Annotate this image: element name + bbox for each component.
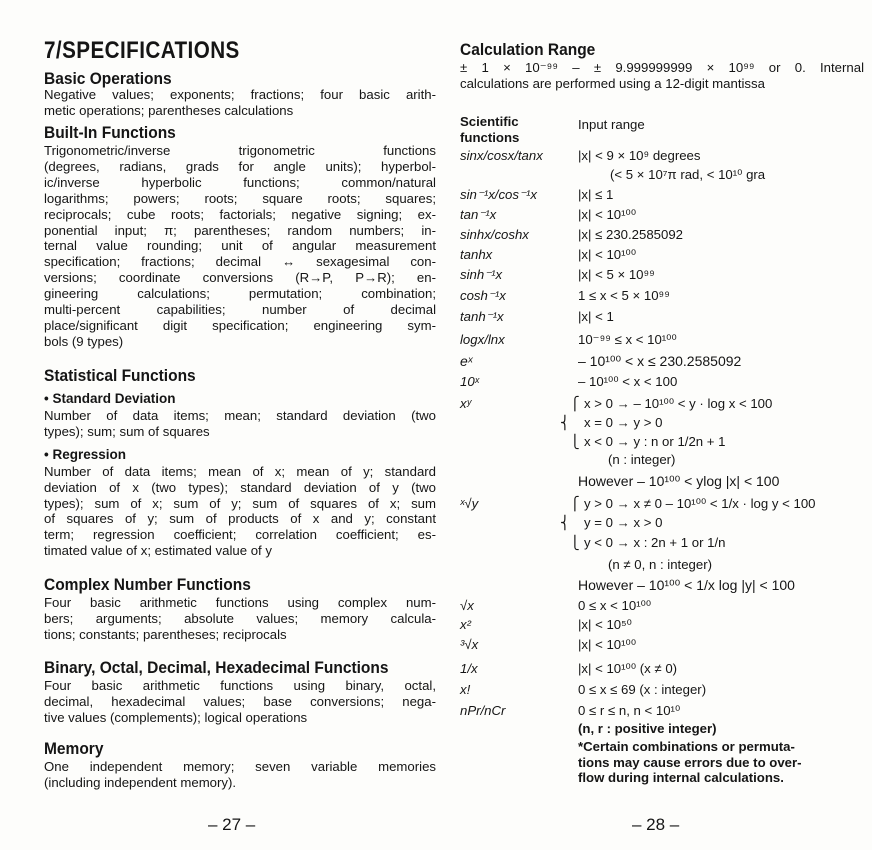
text-line: types); sum; sum of squares [44,423,210,439]
function-name: tanhx [460,247,493,262]
text-line: versions; coordinate conversions (R→P, P→R); en- [44,270,436,286]
header-line: Scientific [460,114,519,129]
input-range: |x| < 10¹⁰⁰ (x ≠ 0) [578,661,678,676]
text-line: term; regression coefficient; correlation coefficient; es- [44,527,436,543]
text-line: tions may cause errors due to over- [578,754,802,770]
function-name: tan⁻¹x [460,207,497,222]
function-name: 10ˣ [460,374,480,389]
brace-open-icon: ⎧ [570,496,580,511]
input-range: – 10¹⁰⁰ < x < 100 [578,374,678,389]
memory-heading: Memory [44,740,104,758]
input-range: |x| < 10¹⁰⁰ [578,207,637,222]
input-range: y = 0 → x > 0 [584,515,663,530]
text-line: ternal value rounding; unit of angular measurement [44,238,436,254]
regression-text [44,464,436,559]
input-range: |x| ≤ 230.2585092 [578,227,684,242]
input-range: (n, r : positive integer) [578,721,717,736]
function-name: sinhx/coshx [460,227,529,242]
input-range: 0 ≤ x ≤ 69 (x : integer) [578,682,707,697]
function-name: sinh⁻¹x [460,267,503,282]
text-line: deviation of x (two types); standard deviation of y (two [44,479,436,495]
text-line: gineering calculations; permutation; combination; [44,286,436,302]
text-line: Negative values; exponents; fractions; four basic arith- [44,87,436,102]
calculation-range-text [460,60,864,92]
text-line: *Certain combinations or permuta- [578,739,795,754]
input-range: (< 5 × 10⁷π rad, < 10¹⁰ gra [610,167,766,182]
header-line: functions [460,129,520,145]
memory-text [44,759,436,791]
function-name: tanh⁻¹x [460,309,504,324]
text-line: Four basic arithmetic functions using binary, octal, [44,678,436,693]
function-name: sin⁻¹x/cos⁻¹x [460,187,537,202]
input-range: |x| < 9 × 10⁹ degrees [578,148,701,163]
function-name: ˣ√y [460,496,479,511]
text-line: decimal, hexadecimal values; base conversions; nega- [44,693,436,709]
input-range: 0 ≤ r ≤ n, n < 10¹⁰ [578,703,681,718]
input-range: (n ≠ 0, n : integer) [608,557,712,572]
text-line: specification; fractions; decimal ↔ sexagesimal con- [44,254,436,270]
built-in-functions-text [44,143,436,350]
regression-heading: • Regression [44,447,127,462]
function-name: 1/x [460,661,478,676]
function-name: logx/lnx [460,332,505,347]
input-range: x = 0 → y > 0 [584,415,663,430]
function-name: ³√x [460,637,479,652]
standard-deviation-text [44,408,436,440]
input-range: |x| < 5 × 10⁹⁹ [578,267,655,282]
function-name: cosh⁻¹x [460,288,506,303]
text-line: Trigonometric/inverse trigonometric functions [44,143,436,158]
built-in-functions-heading: Built-In Functions [44,124,176,142]
text-line: tive values (complements); logical operations [44,709,308,725]
function-name: eˣ [460,353,473,369]
basic-operations-heading: Basic Operations [44,70,172,88]
complex-number-functions-text [44,595,436,642]
column-header-input-range: Input range [578,117,645,132]
function-name: xʸ [460,396,472,411]
input-range: 1 ≤ x < 5 × 10⁹⁹ [578,288,670,303]
text-line: Number of data items; mean; standard deviation (two [44,408,436,423]
function-name: sinx/cosx/tanx [460,148,543,163]
input-range: (n : integer) [608,452,676,467]
text-line: ± 1 × 10⁻⁹⁹ – ± 9.999999999 × 10⁹⁹ or 0. Internal [460,60,864,75]
number-base-functions-heading: Binary, Octal, Decimal, Hexadecimal Functions [44,659,389,677]
text-line: types); sum of x; sum of y; sum of squares of x; sum [44,495,436,511]
input-range: x > 0 → – 10¹⁰⁰ < y · log x < 100 [584,396,773,411]
text-line: of squares of y; sum of products of x and y; constant [44,511,436,527]
input-range: 0 ≤ x < 10¹⁰⁰ [578,598,652,613]
input-range: – 10¹⁰⁰ < x ≤ 230.2585092 [578,353,742,369]
text-line: bers; arguments; absolute values; memory calcula- [44,610,436,626]
text-line: calculations are performed using a 12-digit mantissa [460,75,765,91]
input-range: x < 0 → y : n or 1/2n + 1 [584,434,726,449]
input-range: 10⁻⁹⁹ ≤ x < 10¹⁰⁰ [578,332,677,347]
function-name: x² [460,617,471,632]
input-range: |x| < 10¹⁰⁰ [578,637,637,652]
function-name: x! [460,682,471,697]
text-line: ponential input; π; parentheses; random numbers; in- [44,222,436,238]
text-line: tions; constants; parentheses; reciprocals [44,626,287,642]
brace-close-icon: ⎩ [570,434,580,449]
text-line: Four basic arithmetic functions using complex num- [44,595,436,610]
brace-mid-icon: ⎨ [560,515,570,530]
complex-number-functions-heading: Complex Number Functions [44,576,251,594]
function-name: nPr/nCr [460,703,506,718]
text-line: bols (9 types) [44,333,124,349]
statistical-functions-heading: Statistical Functions [44,367,196,385]
input-range: y < 0 → x : 2n + 1 or 1/n [584,535,726,550]
text-line: ic/inverse hyperbolic functions; common/natural [44,174,436,190]
page-title: 7/SPECIFICATIONS [44,37,240,64]
calculation-range-heading: Calculation Range [460,41,596,59]
text-line: (including independent memory). [44,774,237,790]
page-number-27: – 27 – [208,815,256,834]
text-line: reciprocals; cube roots; factorials; negative signing; ex- [44,206,436,222]
text-line: Number of data items; mean of x; mean of y; standard [44,464,436,479]
input-range: |x| ≤ 1 [578,187,614,202]
footnote [578,739,802,786]
text-line: multi-percent capabilities; number of decimal [44,302,436,318]
basic-operations-text [44,87,436,119]
text-line: One independent memory; seven variable memories [44,759,436,774]
input-range: |x| < 10⁵⁰ [578,617,632,632]
text-line: logarithms; powers; roots; square roots; squares; [44,190,436,206]
number-base-functions-text [44,678,436,725]
text-line: timated value of x; estimated value of y [44,542,272,558]
text-line: place/significant digit specification; engineering sym- [44,317,436,333]
brace-open-icon: ⎧ [570,396,580,411]
input-range: |x| < 1 [578,309,614,324]
input-range: y > 0 → x ≠ 0 – 10¹⁰⁰ < 1/x · log y < 100 [584,496,816,511]
input-range: |x| < 10¹⁰⁰ [578,247,637,262]
brace-close-icon: ⎩ [570,535,580,550]
column-header-functions [460,114,519,145]
page-number-28: – 28 – [632,815,680,834]
input-range: However – 10¹⁰⁰ < 1/x log |y| < 100 [578,577,795,593]
brace-mid-icon: ⎨ [560,415,570,430]
function-name: √x [460,598,474,613]
standard-deviation-heading: • Standard Deviation [44,391,176,406]
text-line: metic operations; parentheses calculations [44,102,294,118]
text-line: flow during internal calculations. [578,770,784,786]
text-line: (degrees, radians, grads for angle units); hyperbol- [44,158,436,174]
input-range: However – 10¹⁰⁰ < ylog |x| < 100 [578,473,780,489]
